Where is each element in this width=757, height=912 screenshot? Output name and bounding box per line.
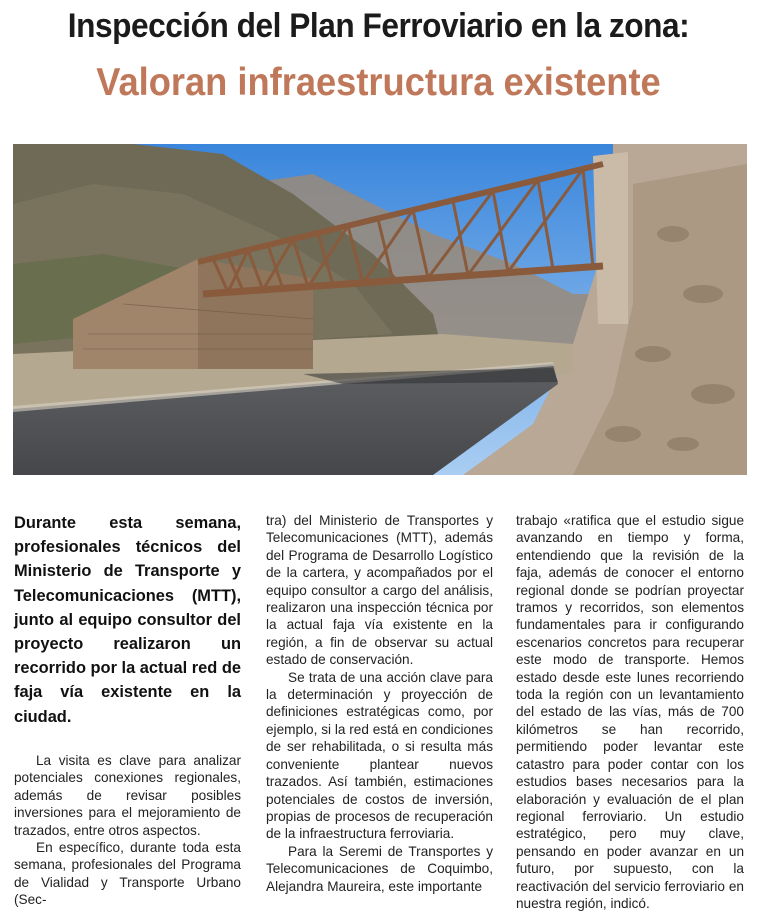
column-3 <box>516 512 744 912</box>
headline: Inspección del Plan Ferroviario en la zona: <box>67 7 690 45</box>
column-1 <box>14 752 241 909</box>
column-2 <box>266 512 493 895</box>
paragraph: tra) del Ministerio de Transportes y Telecomunicaciones (MTT), además del Programa de Desarrollo Logístico de la cartera, y acompañados por el equipo consultor a cargo del análisis, realizaron una inspección técnica por la actual faja vía existente en la región, a fin de observar su actual estado de conservación. <box>266 513 493 668</box>
paragraph: trabajo «ratifica que el estudio sigue avanzando en tiempo y forma, entendiendo que la revisión de la faja, además de conocer el entorno regional donde se podrían proyectar tramos y recorridos, son elementos fundamentales para ir configurando escenarios concretos para recuperar este modo de transporte. Hemos estado desde este lunes recorriendo toda la región con un levantamiento del estado de las vías, más de 700 kilómetros se han recorrido, permitiendo poder levantar este catastro para poder contar con los estudios bases necesarios para la elaboración y evaluación de el plan regional ferroviario. Un estudio estratégico, pero muy clave, pensando en poder avanzar en un futuro, por supuesto, con la reactivación del servicio ferroviario en nuestra región, indicó. <box>516 513 744 911</box>
subheadline: Valoran infraestructura existente <box>96 61 661 104</box>
paragraph: Para la Seremi de Transportes y Telecomunicaciones de Coquimbo, Alejandra Maureira, este importante <box>266 843 493 894</box>
railway-bridge-photo <box>13 144 747 475</box>
paragraph: En específico, durante toda esta semana, profesionales del Programa de Vialidad y Transporte Urbano (Sec- <box>14 840 241 908</box>
right-pier <box>593 152 628 324</box>
lede-paragraph: Durante esta semana, profesionales técnicos del Ministerio de Transporte y Telecomunicaciones (MTT), junto al equipo consultor del proyecto realizaron un recorrido por la actual red de faja vía existente en la ciudad. <box>14 514 241 726</box>
paragraph: Se trata de una acción clave para la determinación y proyección de definiciones estratégicas como, por ejemplo, si la red está en condiciones de ser rehabilitada, o si resulta más conveniente plantear nuevos trazados. Así también, estimaciones potenciales de costos de inversión, propias de procesos de recuperación de la infraestructura ferroviaria. <box>266 669 493 842</box>
paragraph: La visita es clave para analizar potenciales conexiones regionales, además de revisar posibles inversiones para el mejoramiento de trazados, entre otros aspectos. <box>14 753 241 838</box>
